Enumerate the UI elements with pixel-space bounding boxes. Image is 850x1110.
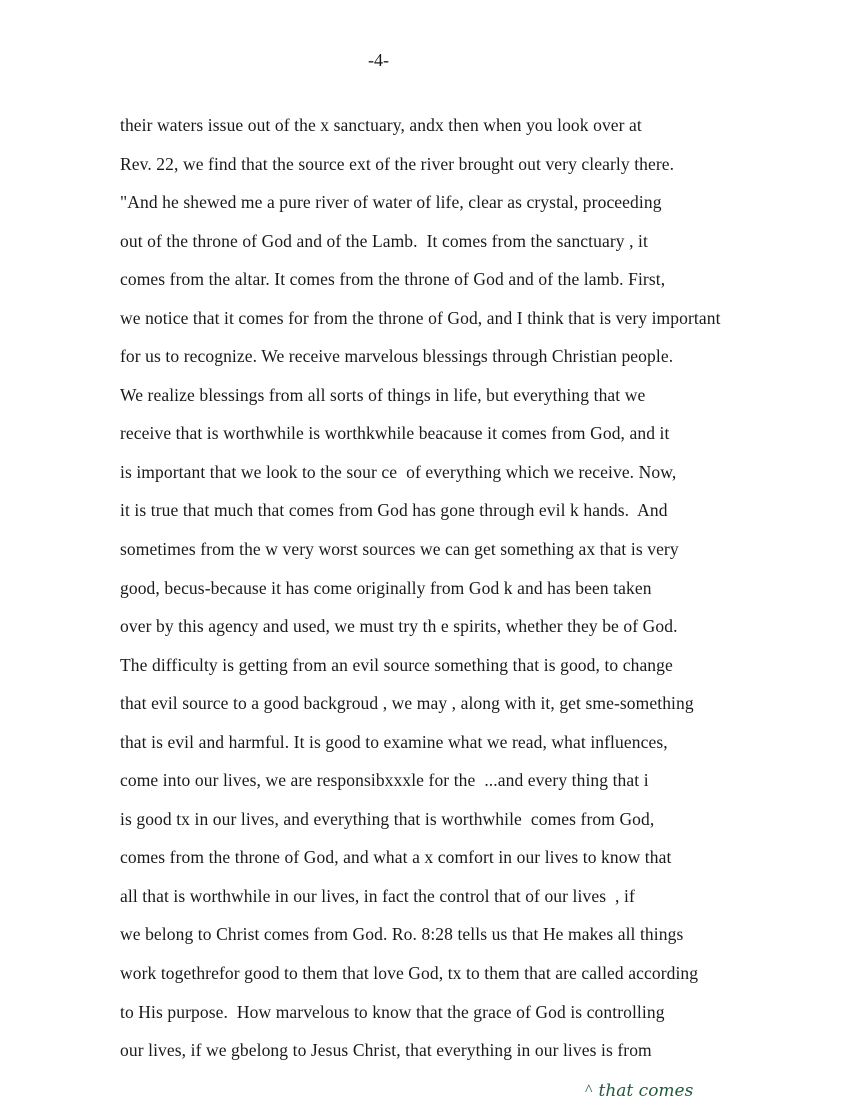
text-line: is important that we look to the sour ce of everything which we receive. Now, — [120, 461, 677, 482]
text-line: all that is worthwhile in our lives, in fact the control that of our lives , if — [120, 885, 635, 906]
text-line: their waters issue out of the x sanctuary, andx then when you look over at — [120, 115, 642, 135]
text-line: The difficulty is getting from an evil source something that is good, to change — [120, 654, 673, 675]
text-line: our lives, if we gbelong to Jesus Christ, that everything in our lives is from — [120, 1040, 652, 1061]
text-line: work togethrefor good to them that love God, tx to them that are called according — [120, 963, 699, 984]
text-line: good, becus-because it has come originally from God k and has been taken — [120, 577, 652, 598]
text-line: over by this agency and used, we must try th e spirits, whether they be of God. — [120, 616, 678, 637]
handwritten-annotation — [585, 1081, 693, 1101]
document-body — [120, 113, 840, 1077]
text-line: comes from the altar. It comes from the throne of God and of the lamb. First, — [120, 269, 666, 290]
text-line: for us to recognize. We receive marvelous blessings through Christian people. — [120, 346, 674, 367]
text-line: sometimes from the w very worst sources we can get something ax that is very — [120, 539, 679, 560]
text-line: that is evil and harmful. It is good to examine what we read, what influences, — [120, 731, 668, 752]
handwritten-insertion: that comes — [598, 1081, 694, 1101]
text-line: it is true that much that comes from God has gone through evil k hands. And — [120, 500, 668, 521]
text-line: "And he shewed me a pure river of water of life, clear as crystal, proceeding — [120, 192, 662, 213]
insertion-caret: ^ — [585, 1082, 593, 1099]
text-line: We realize blessings from all sorts of things in life, but everything that we — [120, 384, 646, 405]
text-line: receive that is worthwhile is worthkwhile beacause it comes from God, and it — [120, 423, 670, 444]
text-line: that evil source to a good backgroud , we may , along with it, get sme-something — [120, 693, 694, 714]
text-line: comes from the throne of God, and what a x comfort in our lives to know that — [120, 847, 672, 868]
text-line: is good tx in our lives, and everything that is worthwhile comes from God, — [120, 808, 655, 829]
text-line: we belong to Christ comes from God. Ro. 8:28 tells us that He makes all things — [120, 924, 684, 945]
text-line: to His purpose. How marvelous to know that the grace of God is controlling — [120, 1001, 665, 1022]
page-number: -4- — [368, 50, 389, 70]
text-line: Rev. 22, we find that the source ext of the river brought out very clearly there. — [120, 153, 675, 174]
text-line: come into our lives, we are responsibxxxle for the ...and every thing that i — [120, 770, 649, 791]
text-line: we notice that it comes for from the throne of God, and I think that is very important — [120, 307, 721, 328]
text-line: out of the throne of God and of the Lamb. It comes from the sanctuary , it — [120, 230, 648, 251]
